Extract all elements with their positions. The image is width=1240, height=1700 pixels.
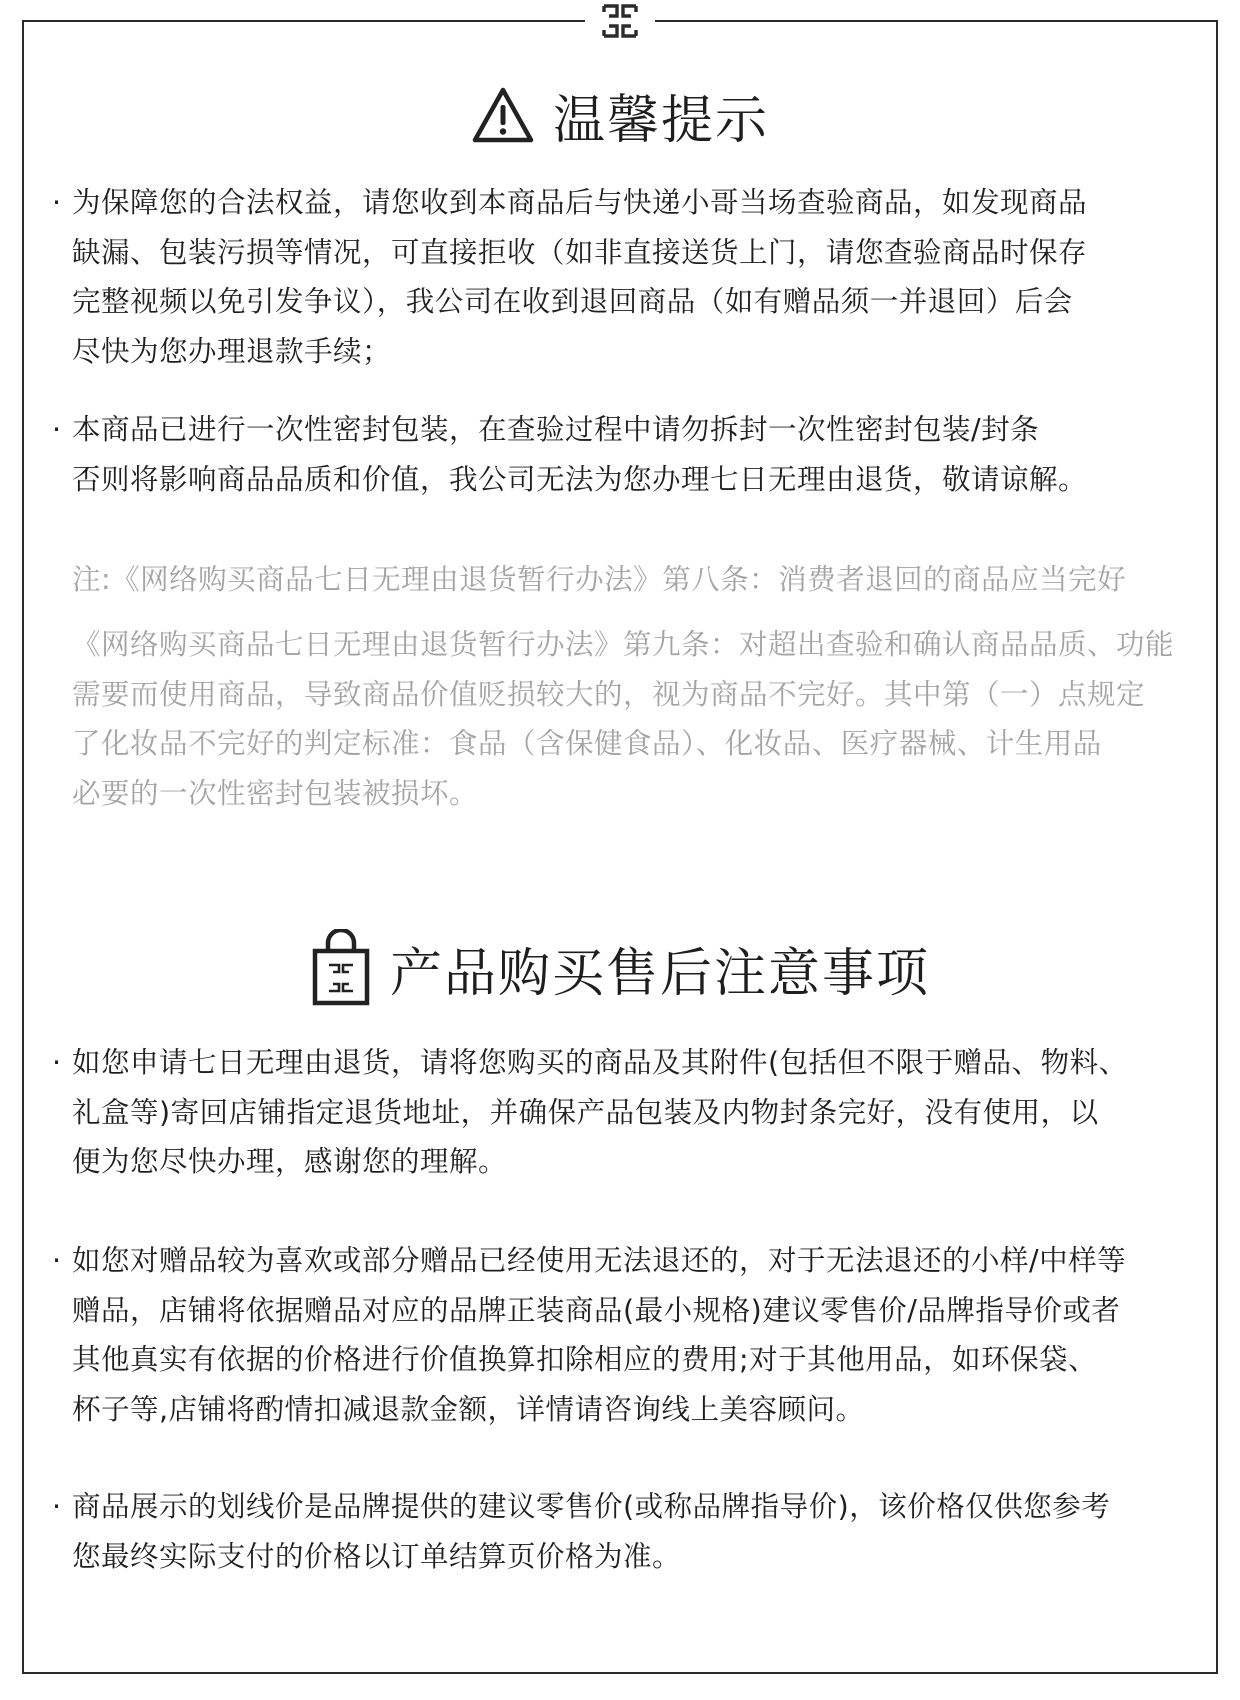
paragraph-text: 如您申请七日无理由退货，请将您购买的商品及其附件(包括但不限于赠品、物料、 礼盒等)寄回店铺指定退货地址，并确保产品包装及内物封条完好，没有使用，以 便为您尽快办理，感谢您的理解。	[72, 1046, 1128, 1178]
notice-paragraph	[52, 405, 1192, 504]
bullet: ·	[52, 413, 62, 446]
after-sales-paragraph	[52, 1236, 1192, 1434]
notice-paragraph	[52, 178, 1192, 376]
legal-note	[52, 620, 1192, 818]
warning-triangle-icon	[471, 85, 535, 145]
bullet: ·	[52, 1046, 62, 1079]
paragraph-text: 如您对赠品较为喜欢或部分赠品已经使用无法退还的，对于无法退还的小样/中样等 赠品，店铺将依据赠品对应的品牌正装商品(最小规格)建议零售价/品牌指导价或者 其他真实有依据的价格进行价值换算扣除相应的费用;对于其他用品，如环保袋、 杯子等,店铺将酌情扣减退款金额，详情请咨询线上美容顾问。	[72, 1244, 1127, 1426]
bullet: ·	[52, 186, 62, 219]
after-sales-paragraph	[52, 1482, 1192, 1581]
brand-emblem-icon	[585, 0, 655, 42]
paragraph-text: 为保障您的合法权益，请您收到本商品后与快递小哥当场查验商品，如发现商品 缺漏、包装污损等情况，可直接拒收（如非直接送货上门，请您查验商品时保存 完整视频以免引发争议），我公司在收到退回商品（如有赠品须一并退回）后会 尽快为您办理退款手续；	[72, 186, 1088, 368]
section-title-text: 产品购买售后注意事项	[389, 943, 930, 1004]
note-text: 《网络购买商品七日无理由退货暂行办法》第九条：对超出查验和确认商品品质、功能 需要而使用商品，导致商品价值贬损较大的，视为商品不完好。其中第（一）点规定 了化妆品不完好的判定标准：食品（含保健食品）、化妆品、医疗器械、计生用品 必要的一次性密封包装被损坏。	[72, 628, 1175, 810]
paragraph-text: 商品展示的划线价是品牌提供的建议零售价(或称品牌指导价)，该价格仅供您参考 您最终实际支付的价格以订单结算页价格为准。	[72, 1490, 1111, 1573]
section-title-after-sales	[0, 928, 1240, 1008]
legal-note	[52, 555, 1192, 605]
after-sales-paragraph	[52, 1038, 1192, 1187]
note-text: 注:《网络购买商品七日无理由退货暂行办法》第八条：消费者退回的商品应当完好	[72, 563, 1127, 596]
shopping-bag-icon	[310, 929, 372, 1007]
bullet: ·	[52, 1490, 62, 1523]
bullet: ·	[52, 1244, 62, 1277]
section-title-text: 温馨提示	[552, 90, 769, 151]
section-title-notice	[0, 80, 1240, 150]
paragraph-text: 本商品已进行一次性密封包装，在查验过程中请勿拆封一次性密封包装/封条 否则将影响商品品质和价值，我公司无法为您办理七日无理由退货，敬请谅解。	[72, 413, 1088, 496]
